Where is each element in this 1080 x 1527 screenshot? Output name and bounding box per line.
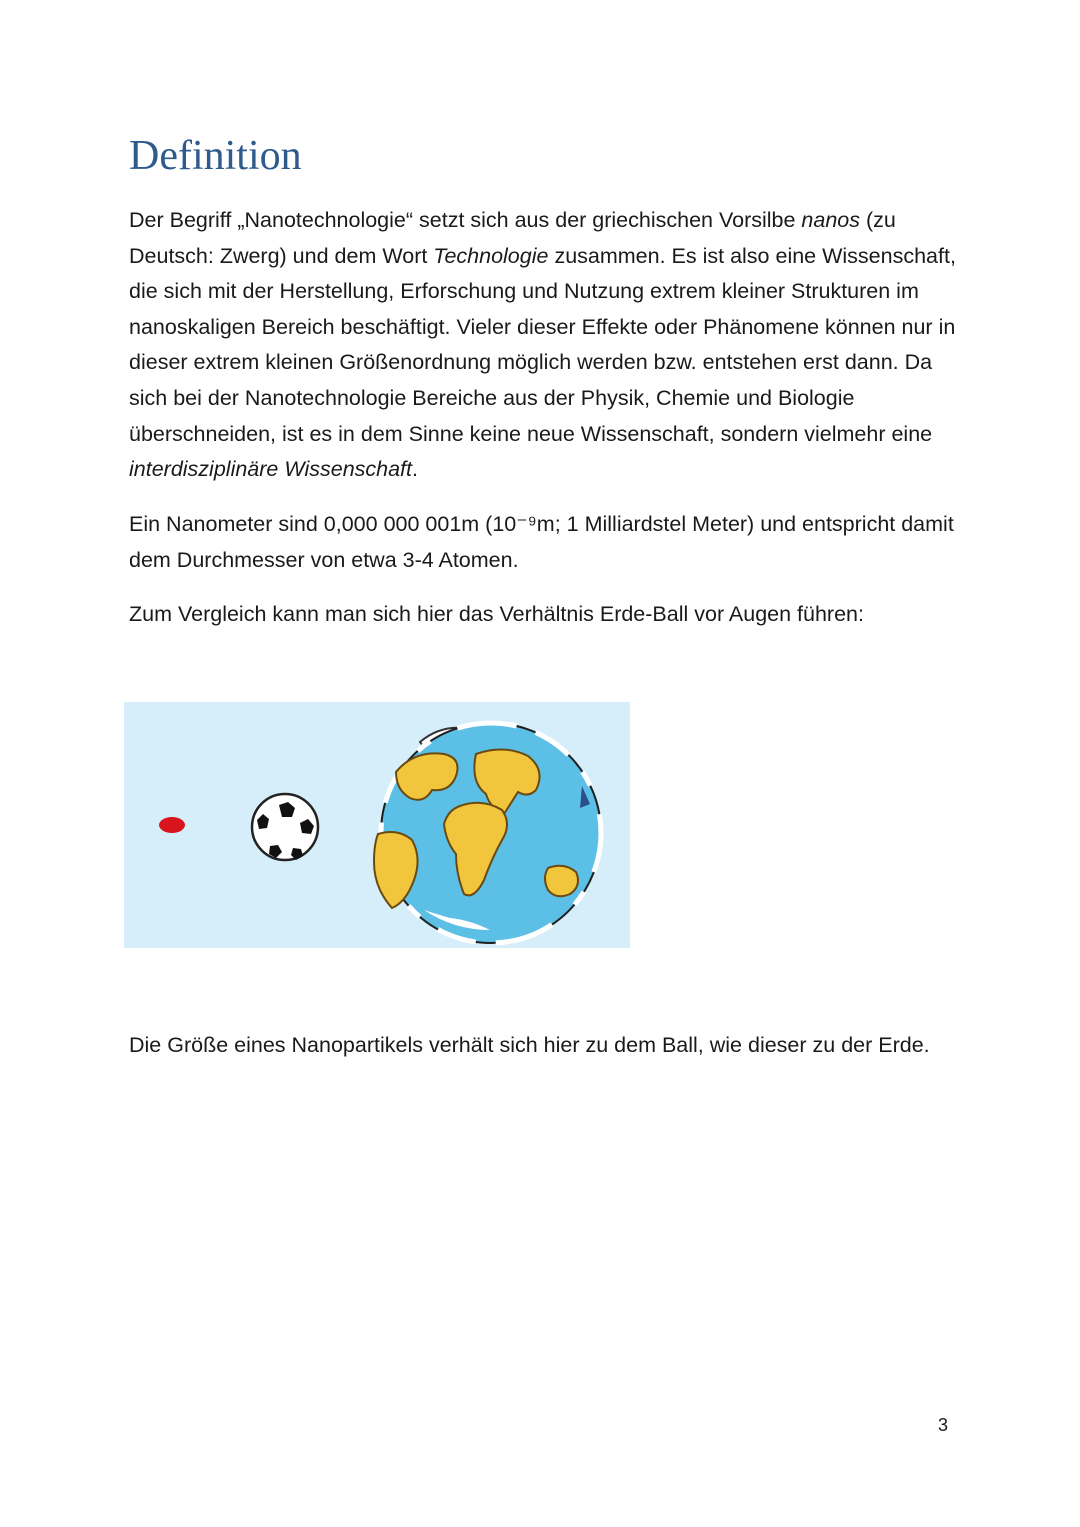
conclusion-paragraph: Die Größe eines Nanopartikels verhält sich hier zu dem Ball, wie dieser zu der Erde. — [129, 1033, 930, 1057]
term-technologie: Technologie — [433, 243, 549, 268]
comparison-intro-paragraph: Zum Vergleich kann man sich hier das Verhältnis Erde-Ball vor Augen führen: — [129, 602, 864, 626]
scale-comparison-illustration — [124, 702, 630, 948]
definition-paragraph — [129, 203, 959, 488]
text-segment: (zu Deutsch: Zwerg) und dem Wort — [129, 208, 896, 268]
nanoparticle-dot — [159, 817, 185, 833]
term-interdisziplinaere-wissenschaft: interdisziplinäre Wissenschaft — [129, 457, 413, 482]
earth-globe-icon — [374, 723, 601, 943]
page-title: Definition — [129, 133, 302, 179]
scale-comparison-svg — [124, 702, 630, 948]
text-segment: zusammen. Es ist also eine Wissenschaft, die sich mit der Herstellung, Erforschung und Nutzung extrem kleiner Strukturen im nanoskaligen Bereich beschäftigt. Vieler dieser Effekte oder Phänomene können nur in dieser extrem kleinen Größenordnung möglich werden bzw. entstehen erst dann. Da sich bei der Nanotechnologie Bereiche aus der Physik, Chemie und Biologie überschneiden, ist es in dem Sinne keine neue Wissenschaft, sondern vielmehr eine — [129, 243, 956, 446]
nanometer-paragraph: Ein Nanometer sind 0,000 000 001m (10⁻⁹m; 1 Milliardstel Meter) und entspricht damit dem Durchmesser von etwa 3-4 Atomen. — [129, 512, 954, 572]
text-segment: Der Begriff „Nanotechnologie“ setzt sich aus der griechischen Vorsilbe — [129, 208, 802, 232]
page-number: 3 — [938, 1415, 949, 1435]
text-segment: . — [412, 457, 418, 482]
soccer-ball-icon — [252, 794, 318, 860]
term-nanos: nanos — [801, 208, 861, 232]
